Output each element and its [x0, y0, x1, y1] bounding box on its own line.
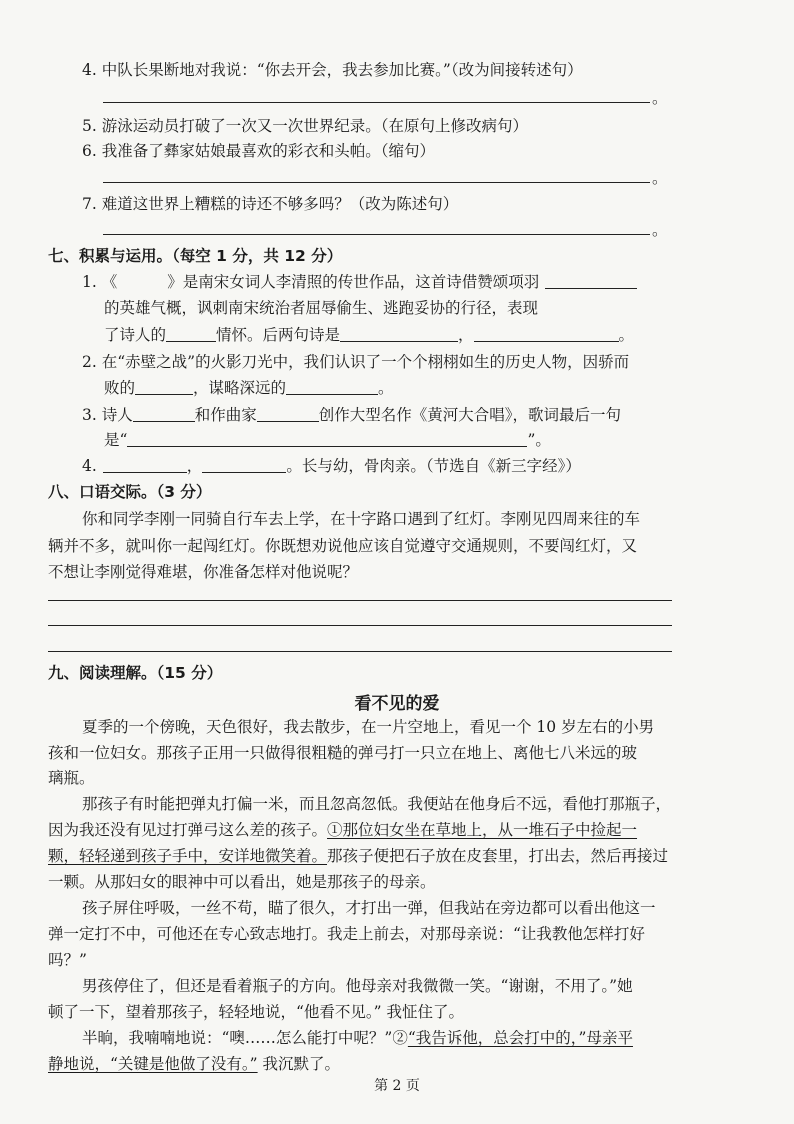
s7-item-2b-b: ，谋略深远的	[193, 379, 287, 397]
passage-line-14-b: 我沉默了。	[257, 1055, 341, 1073]
blank-poem-title[interactable]	[117, 273, 167, 289]
blank-2b[interactable]	[286, 378, 378, 395]
s8-paragraph-line-2: 辆并不多，就叫你一起闯红灯。你既想劝说他应该自觉遵守交通规则，不要闯红灯，又	[48, 537, 638, 555]
passage-line-3: 璃瓶。	[48, 769, 95, 787]
blank-1a[interactable]	[545, 272, 637, 289]
blank-4a[interactable]	[103, 456, 187, 473]
question-5: 5. 游泳运动员打破了一次又一次世界纪录。（在原句上修改病句）	[82, 117, 528, 135]
passage-title: 看不见的爱	[354, 694, 440, 714]
s7-item-1c-a: 了诗人的	[104, 326, 167, 344]
question-6: 6. 我准备了彝家姑娘最喜欢的彩衣和头帕。（缩句）	[82, 142, 435, 160]
blank-1c[interactable]	[340, 325, 458, 342]
passage-line-10: 吗？”	[48, 951, 87, 969]
blank-3b[interactable]	[257, 405, 319, 422]
section-9-heading: 九、阅读理解。（15 分）	[48, 664, 223, 682]
passage-line-11: 男孩停住了，但还是看着瓶子的方向。他母亲对我微微一笑。“谢谢，不用了。”她	[82, 977, 633, 995]
section-7-heading: 七、积累与运用。（每空 1 分，共 12 分）	[48, 247, 343, 265]
s7-item-3a-b: 和作曲家	[194, 406, 257, 424]
passage-line-13	[82, 1028, 633, 1048]
passage-line-6-b: 那孩子便把石子放在皮套里，打出去，然后再接过	[327, 847, 669, 865]
s7-item-1c-b: 情怀。后两句诗是	[216, 326, 341, 344]
blank-1b[interactable]	[166, 325, 216, 342]
s7-item-4	[82, 456, 581, 476]
s7-item-2b-a: 败的	[104, 379, 136, 397]
s7-item-3a-a: 3. 诗人	[82, 406, 133, 424]
s7-item-2-line-1: 2. 在“赤壁之战”的火影刀光中，我们认识了一个个栩栩如生的历史人物，因骄而	[82, 353, 630, 371]
s7-item-3b-b: ”。	[527, 431, 551, 449]
page-number: 第 2 页	[374, 1078, 420, 1094]
answer-end-q6: 。	[652, 169, 668, 187]
question-7: 7. 难道这世界上糟糕的诗还不够多吗？（改为陈述句）	[82, 195, 459, 213]
underlined-sentence-2-part-2: 静地说，“关键是他做了没有。”	[48, 1055, 258, 1073]
s7-item-4-b: ，	[186, 457, 203, 475]
s7-item-1c-d: 。	[618, 326, 635, 344]
s7-item-3b-a: 是“	[104, 431, 128, 449]
passage-line-2: 孩和一位妇女。那孩子正用一只做得很粗糙的弹弓打一只立在地上、离他七八米远的玻	[48, 744, 638, 762]
answer-line-q6[interactable]	[103, 182, 650, 183]
answer-line-s8-3[interactable]	[48, 651, 672, 652]
s8-paragraph-line-3: 不想让李刚觉得难堪，你准备怎样对他说呢？	[48, 563, 359, 581]
s7-item-1-line-1	[82, 272, 637, 292]
passage-line-14	[48, 1054, 340, 1074]
s7-item-4-c: 。长与幼，骨肉亲。（节选自《新三字经》）	[286, 457, 581, 475]
underlined-sentence-1-part-1: ①那位妇女坐在草地上，从一堆石子中捡起一	[327, 821, 638, 839]
answer-line-q7[interactable]	[103, 234, 650, 235]
passage-line-13-a: 半晌，我喃喃地说：“噢……怎么能打中呢？”②	[82, 1029, 408, 1047]
s7-item-3-line-2	[104, 430, 551, 450]
section-8-heading: 八、口语交际。（3 分）	[48, 483, 212, 501]
passage-line-5-a: 因为我还没有见过打弹弓这么差的孩子。	[48, 821, 328, 839]
passage-line-12: 顿了一下，望着那孩子，轻轻地说，“他看不见。” 我怔住了。	[48, 1003, 465, 1021]
blank-4b[interactable]	[202, 456, 286, 473]
answer-line-q4[interactable]	[103, 102, 650, 103]
passage-line-6	[48, 846, 668, 866]
blank-2a[interactable]	[135, 378, 193, 395]
s7-item-3a-c: 创作大型名作《黄河大合唱》，歌词最后一句	[318, 406, 621, 424]
answer-line-s8-1[interactable]	[48, 600, 672, 601]
passage-line-8: 孩子屏住呼吸，一丝不苟，瞄了很久，才打出一弹，但我站在旁边都可以看出他这一	[82, 899, 656, 917]
answer-end-q7: 。	[652, 221, 668, 239]
passage-line-1: 夏季的一个傍晚，天色很好，我去散步，在一片空地上，看见一个 10 岁左右的小男	[82, 718, 655, 736]
s7-item-1-line-3	[104, 325, 634, 345]
s7-item-2b-c: 。	[378, 379, 394, 397]
answer-line-s8-2[interactable]	[48, 625, 672, 626]
passage-line-4: 那孩子有时能把弹丸打偏一米，而且忽高忽低。我便站在他身后不远，看他打那瓶子，	[82, 795, 672, 813]
s7-item-3-line-1	[82, 405, 621, 425]
passage-line-5	[48, 820, 637, 840]
s7-item-2-line-2	[104, 378, 394, 398]
blank-3a[interactable]	[133, 405, 195, 422]
underlined-sentence-2-part-1: “我告诉他，总会打中的，”母亲平	[407, 1029, 633, 1047]
underlined-sentence-1-part-2: 颗，轻轻递到孩子手中，安详地微笑着。	[48, 847, 328, 865]
blank-3c[interactable]	[127, 430, 527, 447]
s8-paragraph-line-1: 你和同学李刚一同骑自行车去上学，在十字路口遇到了红灯。李刚见四周来往的车	[82, 510, 641, 528]
answer-end-q4: 。	[652, 89, 668, 107]
s7-item-4-a: 4.	[82, 457, 97, 475]
s7-item-1-prefix: 1. 《	[82, 273, 118, 291]
passage-line-9: 弹一定打不中，可他还在专心致志地打。我走上前去，对那母亲说：“让我教他怎样打好	[48, 925, 645, 943]
passage-line-7: 一颗。从那妇女的眼神中可以看出，她是那孩子的母亲。	[48, 873, 436, 891]
blank-1d[interactable]	[474, 325, 619, 342]
question-4: 4. 中队长果断地对我说：“你去开会，我去参加比赛。”（改为间接转述句）	[82, 61, 583, 79]
s7-item-1-line-2: 的英雄气概，讽刺南宋统治者屈辱偷生、逃跑妥协的行径，表现	[104, 299, 539, 317]
s7-item-1c-c: ，	[458, 326, 474, 344]
s7-item-1-mid: 》是南宋女词人李清照的传世作品，这首诗借赞颂项羽	[167, 273, 540, 291]
